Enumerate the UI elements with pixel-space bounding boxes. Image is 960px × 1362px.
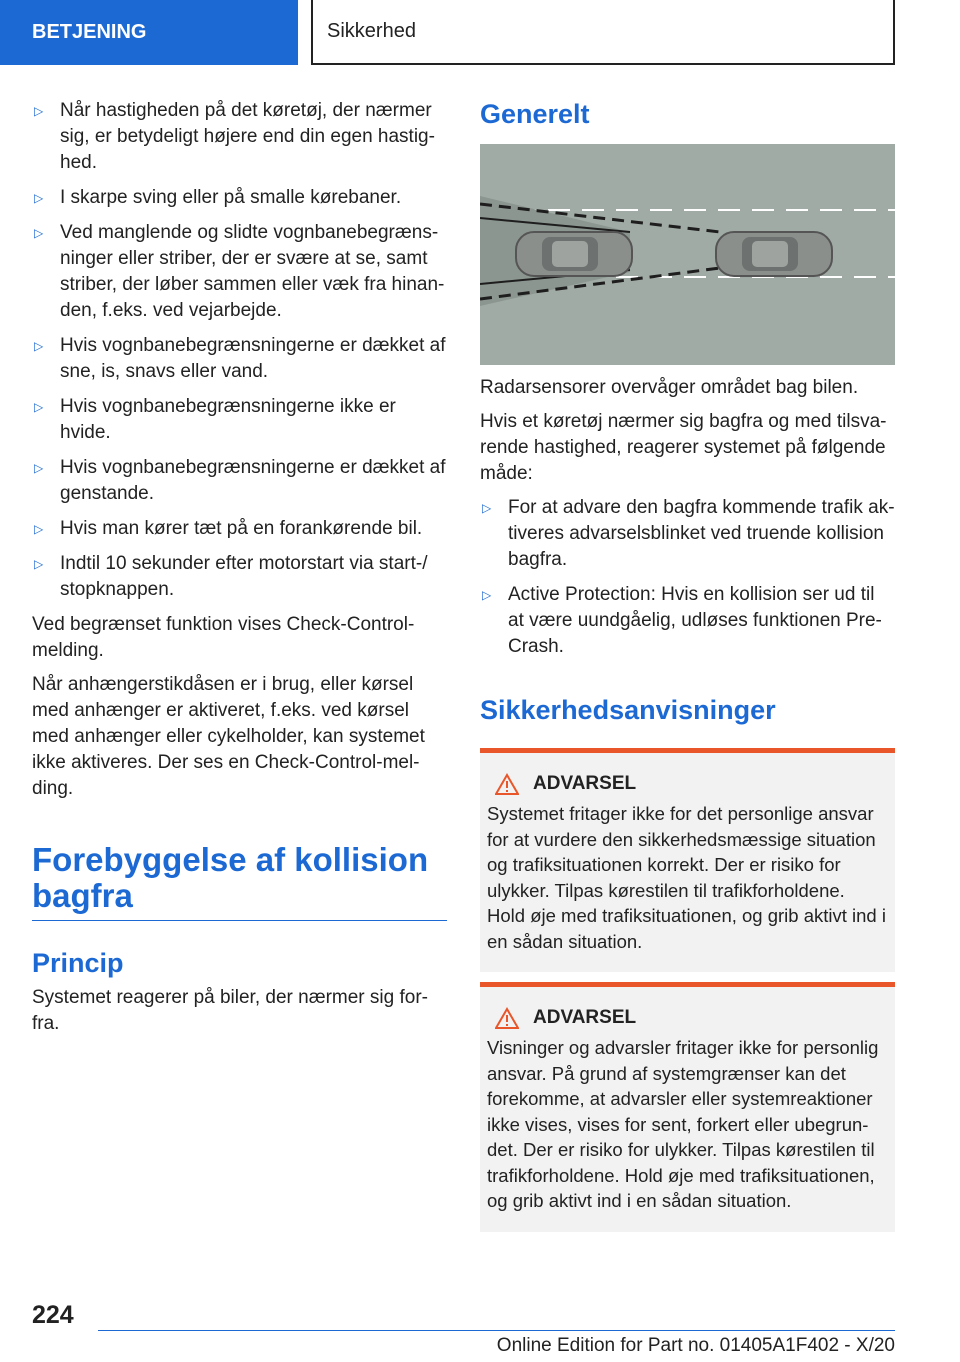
warning-title	[487, 1007, 887, 1029]
right-column	[480, 98, 895, 1242]
paragraph: Hvis et køretøj nærmer sig bagfra og med tilsva-rende hastighed, reagerer systemet på følgende måde:	[480, 411, 887, 484]
warning-label: ADVARSEL	[533, 773, 637, 794]
paragraph: Ved begrænset funktion vises Check-Control-melding.	[32, 614, 415, 661]
list-item-text: Hvis vognbanebegrænsningerne er dækket af sne, is, snavs eller vand.	[60, 335, 446, 382]
warning-title	[487, 773, 887, 795]
bullet-triangle-icon: ▷	[34, 339, 44, 353]
radar-illustration	[480, 144, 895, 365]
page-number: 224	[32, 1301, 74, 1329]
bullet-triangle-icon: ▷	[34, 191, 44, 205]
warning-text: Visninger og advarsler fritager ikke for personlig ansvar. På grund af systemgrænser kan det forekomme, at advarsler eller systemreaktioner ikke vises, vises for sent, forkert eller ubegrun-det. Der er risiko for ulykker. Tilpas kørestilen til trafikforholdene. Hold øje med trafiksituationen, og grib aktivt ind i en sådan situation.	[487, 1037, 879, 1211]
subsection-heading: Generelt	[480, 99, 590, 129]
warning-label: ADVARSEL	[533, 1007, 637, 1028]
paragraph: Radarsensorer overvåger området bag bilen.	[480, 377, 859, 398]
section-heading: Forebyggelse af kollision bagfra	[32, 842, 447, 921]
chapter-tab: Sikkerhed	[311, 0, 895, 65]
list-item-text: Hvis vognbanebegrænsningerne ikke er hvide.	[60, 396, 396, 443]
warning-box	[480, 748, 895, 972]
bullet-triangle-icon: ▷	[34, 522, 44, 536]
bullet-triangle-icon: ▷	[34, 226, 44, 240]
list-item	[32, 516, 447, 542]
radar-diagram	[480, 144, 895, 365]
list-item-text: Hvis man kører tæt på en forankørende bil.	[60, 518, 423, 539]
subsection-heading: Princip	[32, 948, 124, 978]
warning-text: Systemet fritager ikke for det personlige ansvar for at vurdere den sikkerhedsmæssige situation og trafiksituationen korrekt. Der er risiko for ulykker. Tilpas kørestilen til trafikforholdene. Hold øje med trafiksituationen, og grib aktivt ind i en sådan situation.	[487, 803, 886, 952]
list-item	[32, 551, 447, 603]
left-column	[32, 98, 447, 1045]
rear-car-icon	[516, 232, 632, 276]
reaction-list	[480, 495, 895, 660]
list-item-text: For at advare den bagfra kommende trafik ak-tiveres advarselsblinket ved truende kollision bagfra.	[508, 497, 895, 570]
list-item-text: Indtil 10 sekunder efter motorstart via start-/ stopknappen.	[60, 553, 428, 600]
list-item	[480, 495, 895, 573]
bullet-triangle-icon: ▷	[34, 461, 44, 475]
list-item	[480, 582, 895, 660]
list-item	[32, 185, 447, 211]
list-item-text: Ved manglende og slidte vognbanebegræns-ninger eller striber, der er svære at se, samt striber, der løber sammen eller væk fra hinan-den, f.eks. ved vejarbejde.	[60, 222, 445, 321]
list-item	[32, 455, 447, 507]
list-item-text: Når hastigheden på det køretøj, der nærmer sig, er betydeligt højere end din egen hastig-hed.	[60, 100, 435, 173]
list-item	[32, 220, 447, 324]
subsection-heading: Sikkerhedsanvisninger	[480, 695, 776, 725]
condition-list	[32, 98, 447, 603]
paragraph: Systemet reagerer på biler, der nærmer sig for-fra.	[32, 987, 428, 1034]
bullet-triangle-icon: ▷	[34, 557, 44, 571]
bullet-triangle-icon: ▷	[34, 400, 44, 414]
list-item-text: I skarpe sving eller på smalle kørebaner.	[60, 187, 402, 208]
list-item	[32, 98, 447, 176]
section-tab: BETJENING	[0, 0, 298, 65]
paragraph: Når anhængerstikdåsen er i brug, eller kørsel med anhænger er aktiveret, f.eks. ved kørsel med anhænger eller cykelholder, kan systemet ikke aktiveres. Der ses en Check-Control-mel-ding.	[32, 674, 425, 799]
footer-edition: Online Edition for Part no. 01405A1F402 - X/20	[496, 1335, 895, 1356]
list-item-text: Hvis vognbanebegrænsningerne er dækket af genstande.	[60, 457, 446, 504]
front-car-icon	[716, 232, 832, 276]
bullet-triangle-icon: ▷	[482, 501, 492, 515]
list-item	[32, 394, 447, 446]
warning-triangle-icon	[495, 1007, 519, 1029]
list-item	[32, 333, 447, 385]
list-item-text: Active Protection: Hvis en kollision ser ud til at være uundgåelig, udløses funktionen Pre-Crash.	[508, 584, 882, 657]
bullet-triangle-icon: ▷	[34, 104, 44, 118]
bullet-triangle-icon: ▷	[482, 588, 492, 602]
footer-rule	[98, 1330, 895, 1331]
warning-triangle-icon	[495, 773, 519, 795]
warning-box	[480, 982, 895, 1232]
